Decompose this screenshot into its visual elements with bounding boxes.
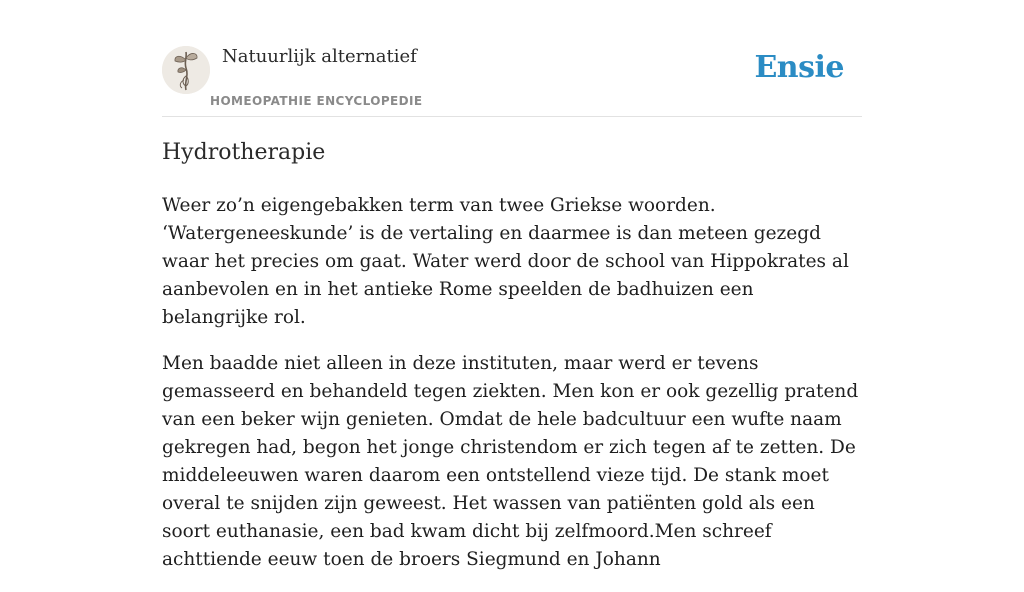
site-subtitle: HOMEOPATHIE ENCYCLOPEDIE [210,94,423,108]
site-title[interactable]: Natuurlijk alternatief [222,46,417,67]
site-avatar[interactable] [162,46,210,94]
page-container [162,0,862,570]
site-header [162,0,862,117]
article-paragraph: Men baadde niet alleen in deze instituten, maar werd er tevens gemasseerd en behandeld tegen ziekten. Men kon er ook gezellig pratend van een beker wijn genieten. Omdat de hele badcultuur een wufte naam gekregen had, begon het jonge christendom er zich tegen af te zetten. De middeleeuwen waren daarom een ontstellend vieze tijd. De stank moet overal te snijden zijn geweest. Het wassen van patiënten gold als een soort euthanasie, een bad kwam dicht bij zelfmoord.Men schreef achttiende eeuw toen de broers Siegmund en Johann [162,353,859,570]
brand-logo-link[interactable]: Ensie [754,50,844,85]
article-body [162,192,862,592]
article-title: Hydrotherapie [162,140,326,165]
plant-illustration-icon [162,46,210,94]
article-paragraph: Weer zo’n eigengebakken term van twee Griekse woorden. ‘Watergeneeskunde’ is de vertaling en daarmee is dan meteen gezegd waar het precies om gaat. Water werd door de school van Hippokrates al aanbevolen en in het antieke Rome speelden de badhuizen een belangrijke rol. [162,195,849,328]
